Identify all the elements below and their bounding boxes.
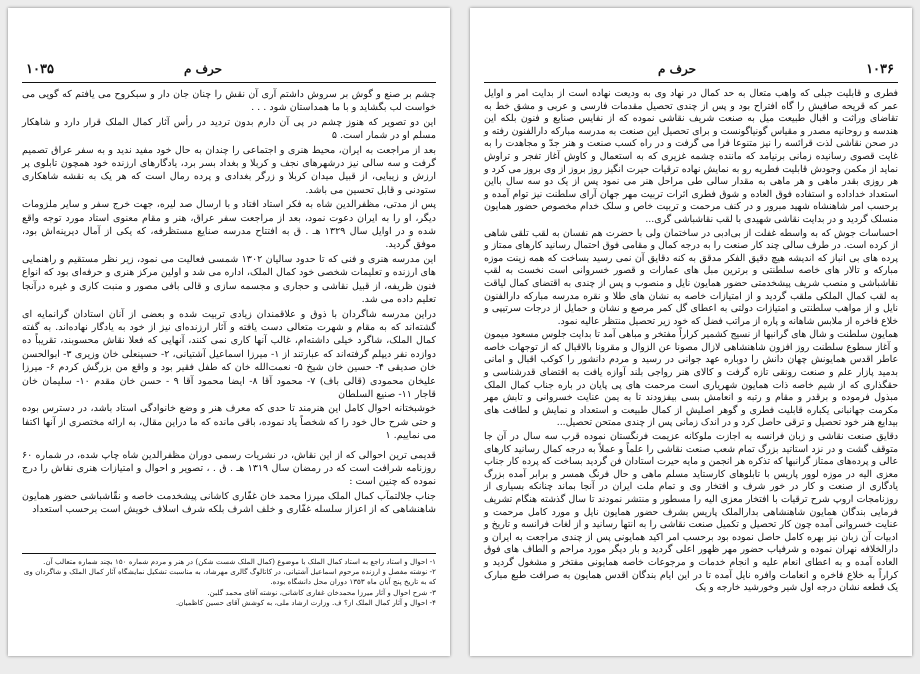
paragraph: خوشبختانه احوال کامل این هنرمند تا حدی که معرف هنر و وضع خانوادگی استاد باشد، در دسترس بوده و حتی شرح حال خود را که شخصاً یاد نموده، باقی مانده که ما دراین مقال، به ارائه مختصری از آنها اکتفا می نماییم. ۱ — [21, 403, 436, 442]
paragraph: جناب جلالتمآب کمال الملک میرزا محمد خان غفّاری کاشانی پیشخدمت خاصه و نقّاشباشی حضور همایون شاهنشاهی که از اعزاز سلسله غفّاری و خلف اشرف بلکه شرف اسلاف خویش است برحسب استعداد — [22, 490, 436, 516]
page-body — [22, 88, 436, 518]
footnotes — [22, 557, 436, 608]
paragraph: احساسات جوش که به واسطه غفلت از بی‌ادبی در ساختمان ولی با حضرت هم نفسان به لقب تلقی شاهی از کرده است. در طرف سالی چند کار صنعت را به درجه کمال و مقامی فوق احتمال رسانید کارهای ممتاز و پرده های بی انباز که اندیشه هیچ دقیق الفکر مدقق به کنه دقایق آن نمی رسید بساخت که همه زینت موزه مبارکه و تالار های خاصه سلطنتی و برترین مبل های عمارات و قصور خسروانی است نخست به لقب نقاشباشی و منصب شریف پیشخدمتی حضور همایون نایل و منصوب و پس از چندی به اقتضای کمال لیاقت به لقب کمال الملکی ملقب گردید و از امتیازات خاصه به نشان های طلا و نقره مدرسه مبارکه دارالفنون نایل و از مواهب سلطنتی و امتیازات دولتی به اعطای گل کمر مرصع و نشان و حمایل از درجات سرتیپی و خلاع فاخره از ملابس شاهانه و پاره از مراتب فضل که خود زیر تحصیل منتظر عالیه نمود. — [484, 227, 898, 327]
paragraph: این دو تصویر که هنوز چشم در پی آن دارم بدون تردید در رأس آثار کمال الملک قرار دارد و شاهکار مسلم او در شمار است. ۵ — [22, 116, 436, 142]
paragraph: فطری و قابلیت جبلی که واهب متعال به حد کمال در نهاد وی به ودیعت نهاده است از بدایت امر و اوایل عمر که قریحه صافیش را گاه افتراح بود و پس از چندی تحصیل مقدمات فارسی و عربی و مشق خط به تقاضای وراثت و اقبال طبیعت میل به صنعت شریف نقاشی نموده که از نفایس صنایع و فنون بلکه این هندسه و روحانیه مصدر و مقیاس گونیاگونست و برای تحصیل این صنعت به مدرسه مبارکه دارالفنون رفته و در صحن نقاشی لذت قرائسه را نیز متنوعا فرا می گرفت و در راه کسب صنعت و هنر جدّ و مجاهدت را به غایت قصوی رسانیده زمانی برنیامد که ماننده چشمه غزیری که به استعمال و کاوش آغاز تفجر و تراوش نماید از مکمن وجودش قابلیت فطریه رو به نمایش نهاده ترقیات حیرت انگیز روز بروز از وی بروز می کرد و هر روزی بقدر ماهی و هر ماهی به مقدار سالی طی مراحل هنر می نمود پس از یک دو سه سال بااین استعداد خداداده و استفاده فوق العاده و شوق فطری اثرات تربیت مهر جهان آرای سلطنت نیز توام آمده و برحسب امر شاهنشاه شهید مبرور و در کنف مرحمت و تربیت خاص و سلک خدام مخصوص حضور همایون منسلک گردید و در بدایت نقاشی شهیدی با لقب نقاشباشی گری... — [484, 88, 898, 225]
paragraph: این مدرسه هنری و فنی که تا حدود سالیان ۱۳۰۲ شمسی فعالیت می نمود، زیر نظر مستقیم و راهنمایی های ارزنده و تعلیمات شخصی خود کمال الملک، اداره می شد و اولین مرکز هنری و حرفه‌ای بود که انواع فنون ظریفه، از قبیل نقاشی و حجاری و مجسمه سازی و قالی بافی مصور و منبت کاری و غیره درآنجا تعلیم داده می شد. — [22, 253, 436, 306]
paragraph: بعد از مراجعت به ایران، محیط هنری و اجتماعی را چندان به حال خود مفید ندید و به سفر عراق تصمیم گرفت و سه سالی نیز درشهرهای نجف و کربلا و بغداد بسر برد، یادگارهای ارزنده خود همچون تابلوی پر ارزش و زیبایی، از قبیل میدان کربلا و زرگر بغدادی و پرده رمال است که هر یک به نقشه شاهکاری ستودنی و قابل تحسین می باشد. — [22, 144, 436, 196]
paragraph: چشم بر صنع و گوش بر سروش داشتم آری آن نقش را چنان جان دار و سبکروح می یافتم که گویی می خواست لب بگشاید و با ما همداستان شود . . . — [22, 89, 436, 114]
page-header — [22, 60, 436, 83]
header-title: حرف م — [658, 62, 697, 76]
paragraph: دراین مدرسه شاگردان با ذوق و علاقمندان زیادی تربیت شده و بعضی از آنان استادان گرانمایه ای گشته‌اند که به مقام و شهرت متعالی دست یافته و آثار ارزنده‌ای نیز از خود به یادگار نهاده‌اند. به گفته کمال الملک، شاگرد خیلی داشته‌ام، غالب آنها کاری نمی کنند، آنهایی که فعلا نقاش محسوبند، تقریباً ده دوازده نفر دیپلم گرفته‌اند که عبارتند از ۱- میرزا اسماعیل آشتیانی، ۲- حسینعلی خان وزیری ۳- ابوالحسن خان صدیقی ۴- حسین خان شیخ ۵- نعمت‌الله خان که طفل فقیر بود و واقع من بزرگش کردم ۶- میرزا علیخان محمودی (قالی باف) ۷- محمود آقا ۸- ایضا محمود آقا ۹ - حسن خان مقدم ۱۰- سلیمان خان قاجار ۱۱- صنیع السلطان — [22, 308, 437, 400]
paragraph: پس از مدتی، مظفرالدین شاه به فکر استاد افتاد و با ارسال صد لیره، جهت خرج سفر و سایر ملزومات دیگر، او را به ایران دعوت نمود، بعد از مراجعت سفر عراق، هنر و مقام معنوی استاد مورد توجه واقع شده و در اوایل سال ۱۳۲۹ هـ . ق به افتتاح مدرسه صنایع مستظرفه، که یکی از آمال دیرینه‌اش بود، موفق گردید. — [22, 199, 437, 251]
footnote: ۱- احوال و استاد راجع به استاد کمال الملک با موضوع (کمال الملک شست شکن) در هنر و مردم شماره ۱۵۰ بچند شماره متعالب آن. — [43, 557, 436, 566]
footnote: ۳- شرح احوال و آثار میرزا محمدخان غفاری کاشانی، نوشته آقای محمد گلبن. — [207, 587, 436, 597]
page-header — [484, 60, 898, 83]
paragraph: دقایق صنعت نقاشی و زبان فرانسه به اجازت ملوکانه عزیمت فرنگستان نموده قرب سه سال در آن جا متوقف گشت و در نزد استاتید بزرگ تمام شعب صنعت نقاشی را علماً و عملاً به درجه کمال رسانید کارهای عالی و پرده‌های ممتاز گرانبها که تذکره هر انجمن و مایه حیرت استادان فن گردید بساخت که پرده کار جناب معزی الیه در موزه لوور پاریس با تابلوهای کارستاید مسلم ماهی و حال فرنگ همسر و برابر آمده بزرگ یادگاری از صنعت و کار در خور شرف و افتخار وی و تمام ملت ایران در آنجا بماند چنانکه بسیاری از روزنامجات اروپ شرح ترقیات با افتخار معزی الیه را مسطور و منتشر نمودند تا سال گذشته هنگام تشریف فرمایی بندگان همایون شاهنشاهی بدارالملک پاریس بشرف حضور همایون نایل و مورد کامل مرحمت و عنایت خسروانی آمده چون کار تحصیل و تکمیل صنعت نقاشی را به انتها رسانید و از لغات فرانسه و تاریخ و ادبیات آن زبان نیز بهره کامل حاصل نموده بود برحسب امر اکید همایونی پس از چندی مراجعت به ایران و دارالخلافه نهران نموده و شرفیاب حضور مهر ظهور اعلی گردید و بار دیگر مورد مراحم و الطاف های فوق العاده آمده و به اعطای انعام علیه و انجام خدمات و مرجوعات خاصه همایونی مفتخر و مشغول گردید و کراراً به خلاع فاخره و انعامات وافره نایل آمده تا در این ایام بندگان اقدس همایون به صرافت طبع مبارک یک قطعه نشان درجه اول شیر وخورشید خارجه و یک — [484, 431, 898, 594]
header-title: حرف م — [184, 62, 223, 76]
page-number: ۱۰۳۵ — [26, 62, 54, 77]
footnote-divider — [22, 553, 436, 554]
paragraph: قدیمی ترین احوالی که از این نقاش، در نشریات رسمی دوران مظفرالدین شاه چاپ شده، در شماره ۶۰ روزنامه شرافت است که در رمضان سال ۱۳۱۹ هـ . ق . ، تصویر و احوال و امتیازات هنری نقاش را درج نموده که چنین است : — [22, 449, 437, 488]
footnote: ۴- احوال و آثار کمال الملک از؟ ف. وزارت ارشاد ملی، به کوشش آقای حسین کاظمیان. — [175, 597, 436, 607]
page-number: ۱۰۳۶ — [866, 62, 894, 77]
page-body — [484, 88, 898, 596]
left-page — [8, 8, 450, 656]
footnote: ۲- نوشته مفصل و ارزنده مرحوم اسماعیل آشتیانی، در کاتالوگ گالری مهرشاد، به مناسبت تشکیل نمایشگاه آثار کمال الملک و شاگردان وی که به تاریخ پنج آبان ماه ۱۳۵۳ دوران محل دانشگاه بوده. — [23, 567, 436, 587]
right-page — [470, 8, 912, 656]
paragraph: همایون سلطنت و شال های گرانبها از نسیج کشمیر کراراً مفتخر و مباهی آمد تا بدایت جلوس مسعود میمون و آغاز سطوع سلطنت روز افزون شاهنشاهی لازال مصونا عن الزوال و مقرونا بالاقبال که از توجهات خاصه عاطر اقدس همایونش چهان دانش را دوباره عهد جوانی در رسید و مردم دانشور را کوکب اقبال و امانی بدمید پازار علم و صنعت رونقی تازه گرفت و کالای هنر رواجی بلند آوازه یافت به اقتضای قدرشناسی و حقگذاری که از شیم خاصه ذات همایون شهریاری است مرحمت های پی پایان در باره جناب کمال الملک مبذول فرموده و برقدر و مقام و رتبه و انعامش بسی بیفزودند تا به یمن عنایت خسروانی و تابش مهر مکرمت جهانبانی یکباره قابلیت فطری و گوهر اصلیش از کمال طبیعت و استعداد و نمایش و لطافت های بیدایع هنر خود تحصیل و ترقی حاصل کرد و در اندک زمانی پس از چندی ممتحن تحصیل... — [484, 329, 898, 429]
